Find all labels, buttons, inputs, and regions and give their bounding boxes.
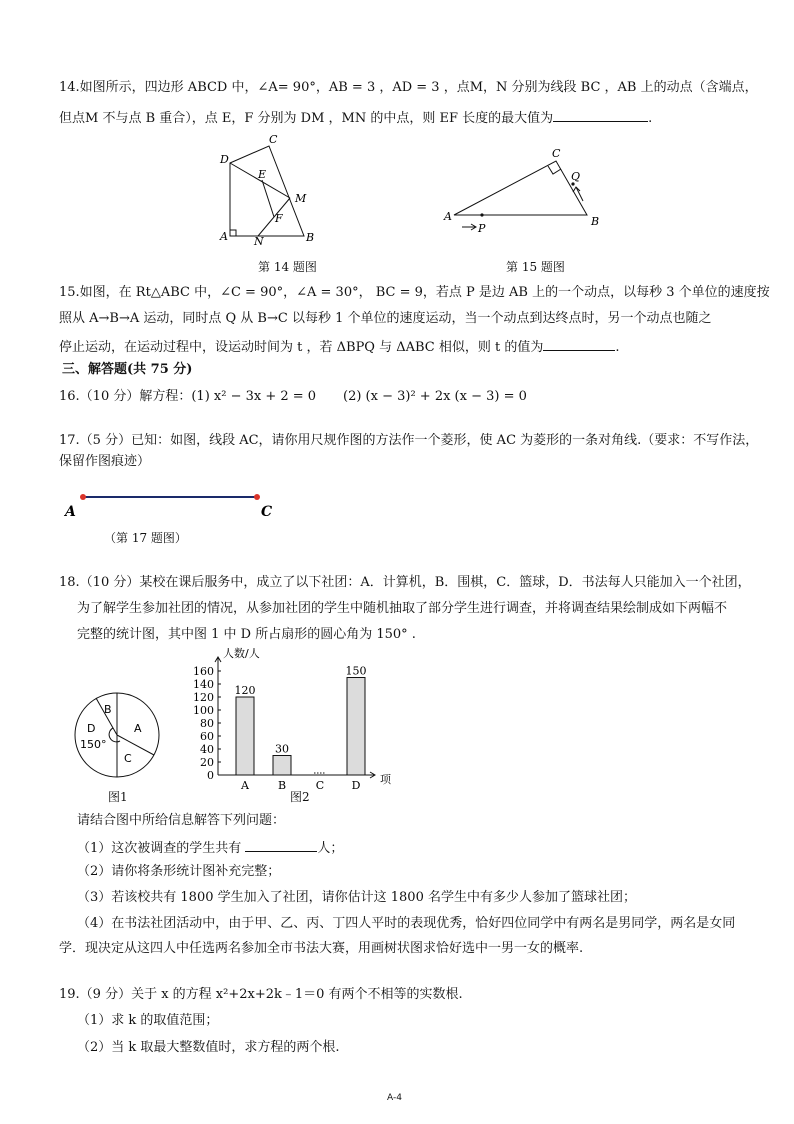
q18-line3: 完整的统计图，其中图 1 中 D 所占扇形的圆心角为 150° . — [77, 627, 416, 642]
q19-sub2: （2）当 k 取最大整数值时，求方程的两个根. — [77, 1040, 340, 1055]
endpoint-a — [80, 494, 86, 500]
fig15-caption: 第 15 题图 — [506, 260, 565, 274]
section-3-heading: 三、解答题(共 75 分) — [62, 362, 193, 377]
q16-part1: 16.（10 分）解方程：(1) x² − 3x + 2 = 0 — [59, 389, 317, 404]
arrow-q-head — [573, 187, 580, 192]
label-p: P — [478, 222, 486, 235]
y-tick-label: 140 — [193, 678, 214, 691]
q18-line1: 18.（10 分）某校在课后服务中，成立了以下社团：A．计算机，B．围棋，C．篮球，D．书法每人只能加入一个社团， — [59, 575, 751, 590]
q18-sub2: （2）请你将条形统计图补充完整； — [77, 864, 281, 879]
q15-line1: 15.如图，在 Rt△ABC 中，∠C = 90°，∠A = 30°， BC = 9，若点 P 是边 AB 上的一个动点，以每秒 3 个单位的速度按 — [59, 285, 770, 300]
q14-line2-end: . — [648, 111, 653, 126]
label-b: B — [306, 231, 315, 244]
right-angle-mark — [230, 230, 236, 236]
label-c: C — [552, 147, 561, 160]
label-a: A — [220, 230, 228, 243]
label-e: E — [258, 168, 267, 181]
q18-sub1 — [77, 838, 343, 857]
q14-answer-blank — [553, 108, 648, 122]
y-tick-label: 40 — [200, 743, 214, 756]
y-tick-label: 80 — [200, 717, 214, 730]
q18-sub1-end: 人； — [317, 841, 344, 856]
q15-line3-end: . — [615, 340, 620, 355]
triangle-abc — [454, 161, 587, 215]
q18-line2: 为了解学生参加社团的情况，从参加社团的学生中随机抽取了部分学生进行调查，并将调查结果绘制成如下两幅不 — [77, 601, 728, 616]
x-tick-label: C — [315, 779, 325, 792]
bar-caption: 图2 — [290, 790, 310, 804]
bar-chart — [190, 645, 400, 795]
y-tick-label: 20 — [200, 756, 214, 769]
label-n: N — [254, 235, 264, 248]
y-tick-label: 160 — [193, 665, 214, 678]
pie-label-angle: 150° — [80, 738, 107, 751]
q18-sub1-text: （1）这次被调查的学生共有 — [77, 841, 242, 856]
x-axis-title: 项 — [380, 773, 391, 786]
x-tick-label: B — [277, 779, 287, 792]
pie-label-d: D — [87, 722, 96, 735]
q18-sub3: （3）若该校共有 1800 学生加入了社团，请你估计这 1800 名学生中有多少人参加了篮球社团； — [77, 890, 636, 905]
q17-caption: （第 17 题图） — [104, 531, 187, 545]
q16-part2: (2) (x − 3)² + 2x (x − 3) = 0 — [343, 389, 527, 404]
q15-line3 — [59, 337, 620, 356]
label-f: F — [275, 212, 283, 225]
q18-sub1-blank — [245, 838, 317, 852]
fig14-caption: 第 14 题图 — [258, 260, 317, 274]
bar-d — [347, 678, 365, 776]
y-tick-label: 120 — [193, 691, 214, 704]
pie-divider-ac — [117, 735, 154, 755]
label-a: A — [444, 210, 452, 223]
y-axis-title: 人数/人 — [223, 647, 260, 660]
bar-a — [236, 697, 254, 775]
q18-prompt: 请结合图中所给信息解答下列问题： — [77, 813, 286, 828]
q15-line2: 照从 A→B→A 运动，同时点 Q 从 B→C 以每秒 1 个单位的速度运动，当一个动点到达终点时，另一个动点也随之 — [59, 311, 712, 326]
arrow-q — [576, 187, 583, 201]
bar-b — [273, 756, 291, 776]
label-a: A — [65, 504, 76, 520]
bar-value-label: 150 — [345, 664, 367, 678]
pie-caption: 图1 — [108, 790, 128, 804]
figure-15 — [440, 145, 610, 240]
q15-answer-blank — [543, 337, 615, 351]
figure-14 — [210, 130, 330, 248]
label-b: B — [591, 215, 600, 228]
q18-sub4a: （4）在书法社团活动中，由于甲、乙、丙、丁四人平时的表现优秀，恰好四位同学中有两名是男同学，两名是女同 — [77, 916, 736, 931]
x-tick-label: A — [241, 779, 249, 792]
endpoint-c — [254, 494, 260, 500]
q14-line1: 14.如图所示，四边形 ABCD 中，∠A= 90°，AB = 3 ，AD = 3 ，点M，N 分别为线段 BC ，AB 上的动点（含端点， — [59, 80, 758, 95]
segment-mn — [258, 198, 290, 236]
bar-value-label: 120 — [234, 684, 256, 697]
pie-label-a: A — [134, 722, 142, 735]
y-tick-label: 100 — [193, 704, 214, 717]
q17-line1: 17.（5 分）已知：如图，线段 AC，请你用尺规作图的方法作一个菱形，使 AC 为菱形的一条对角线.（要求：不写作法， — [59, 433, 759, 448]
q14-line2 — [59, 108, 652, 127]
q17-line2: 保留作图痕迹） — [59, 454, 151, 469]
q19-sub1: （1）求 k 的取值范围； — [77, 1013, 219, 1028]
segment-ac-figure — [60, 488, 280, 520]
label-m: M — [295, 192, 307, 205]
point-p — [480, 213, 483, 216]
quad-abcd — [230, 146, 304, 236]
label-c: C — [261, 504, 273, 520]
q18-sub4b: 学．现决定从这四人中任选两名参加全市书法大赛，用画树状图求恰好选中一男一女的概率. — [59, 941, 584, 956]
page-number: A-4 — [387, 1093, 402, 1103]
label-c: C — [269, 133, 278, 146]
label-q: Q — [571, 170, 581, 183]
q14-line2-text: 但点M 不与点 B 重合），点 E，F 分别为 DM ，MN 的中点，则 EF 长度的最大值为 — [59, 111, 554, 126]
label-d: D — [220, 153, 229, 166]
x-tick-label: D — [351, 779, 361, 792]
q19-line1: 19.（9 分）关于 x 的方程 x²+2x+2k﹣1＝0 有两个不相等的实数根. — [59, 987, 463, 1002]
pie-label-c: C — [124, 752, 132, 765]
bar-value-label: 30 — [275, 742, 289, 756]
pie-chart — [72, 690, 162, 780]
q15-line3-text: 停止运动，在运动过程中，设运动时间为 t ，若 ΔBPQ 与 ΔABC 相似，则 t 的值为 — [59, 340, 544, 355]
pie-label-b: B — [104, 703, 112, 716]
y-tick-label: 0 — [207, 769, 214, 782]
y-tick-label: 60 — [200, 730, 214, 743]
